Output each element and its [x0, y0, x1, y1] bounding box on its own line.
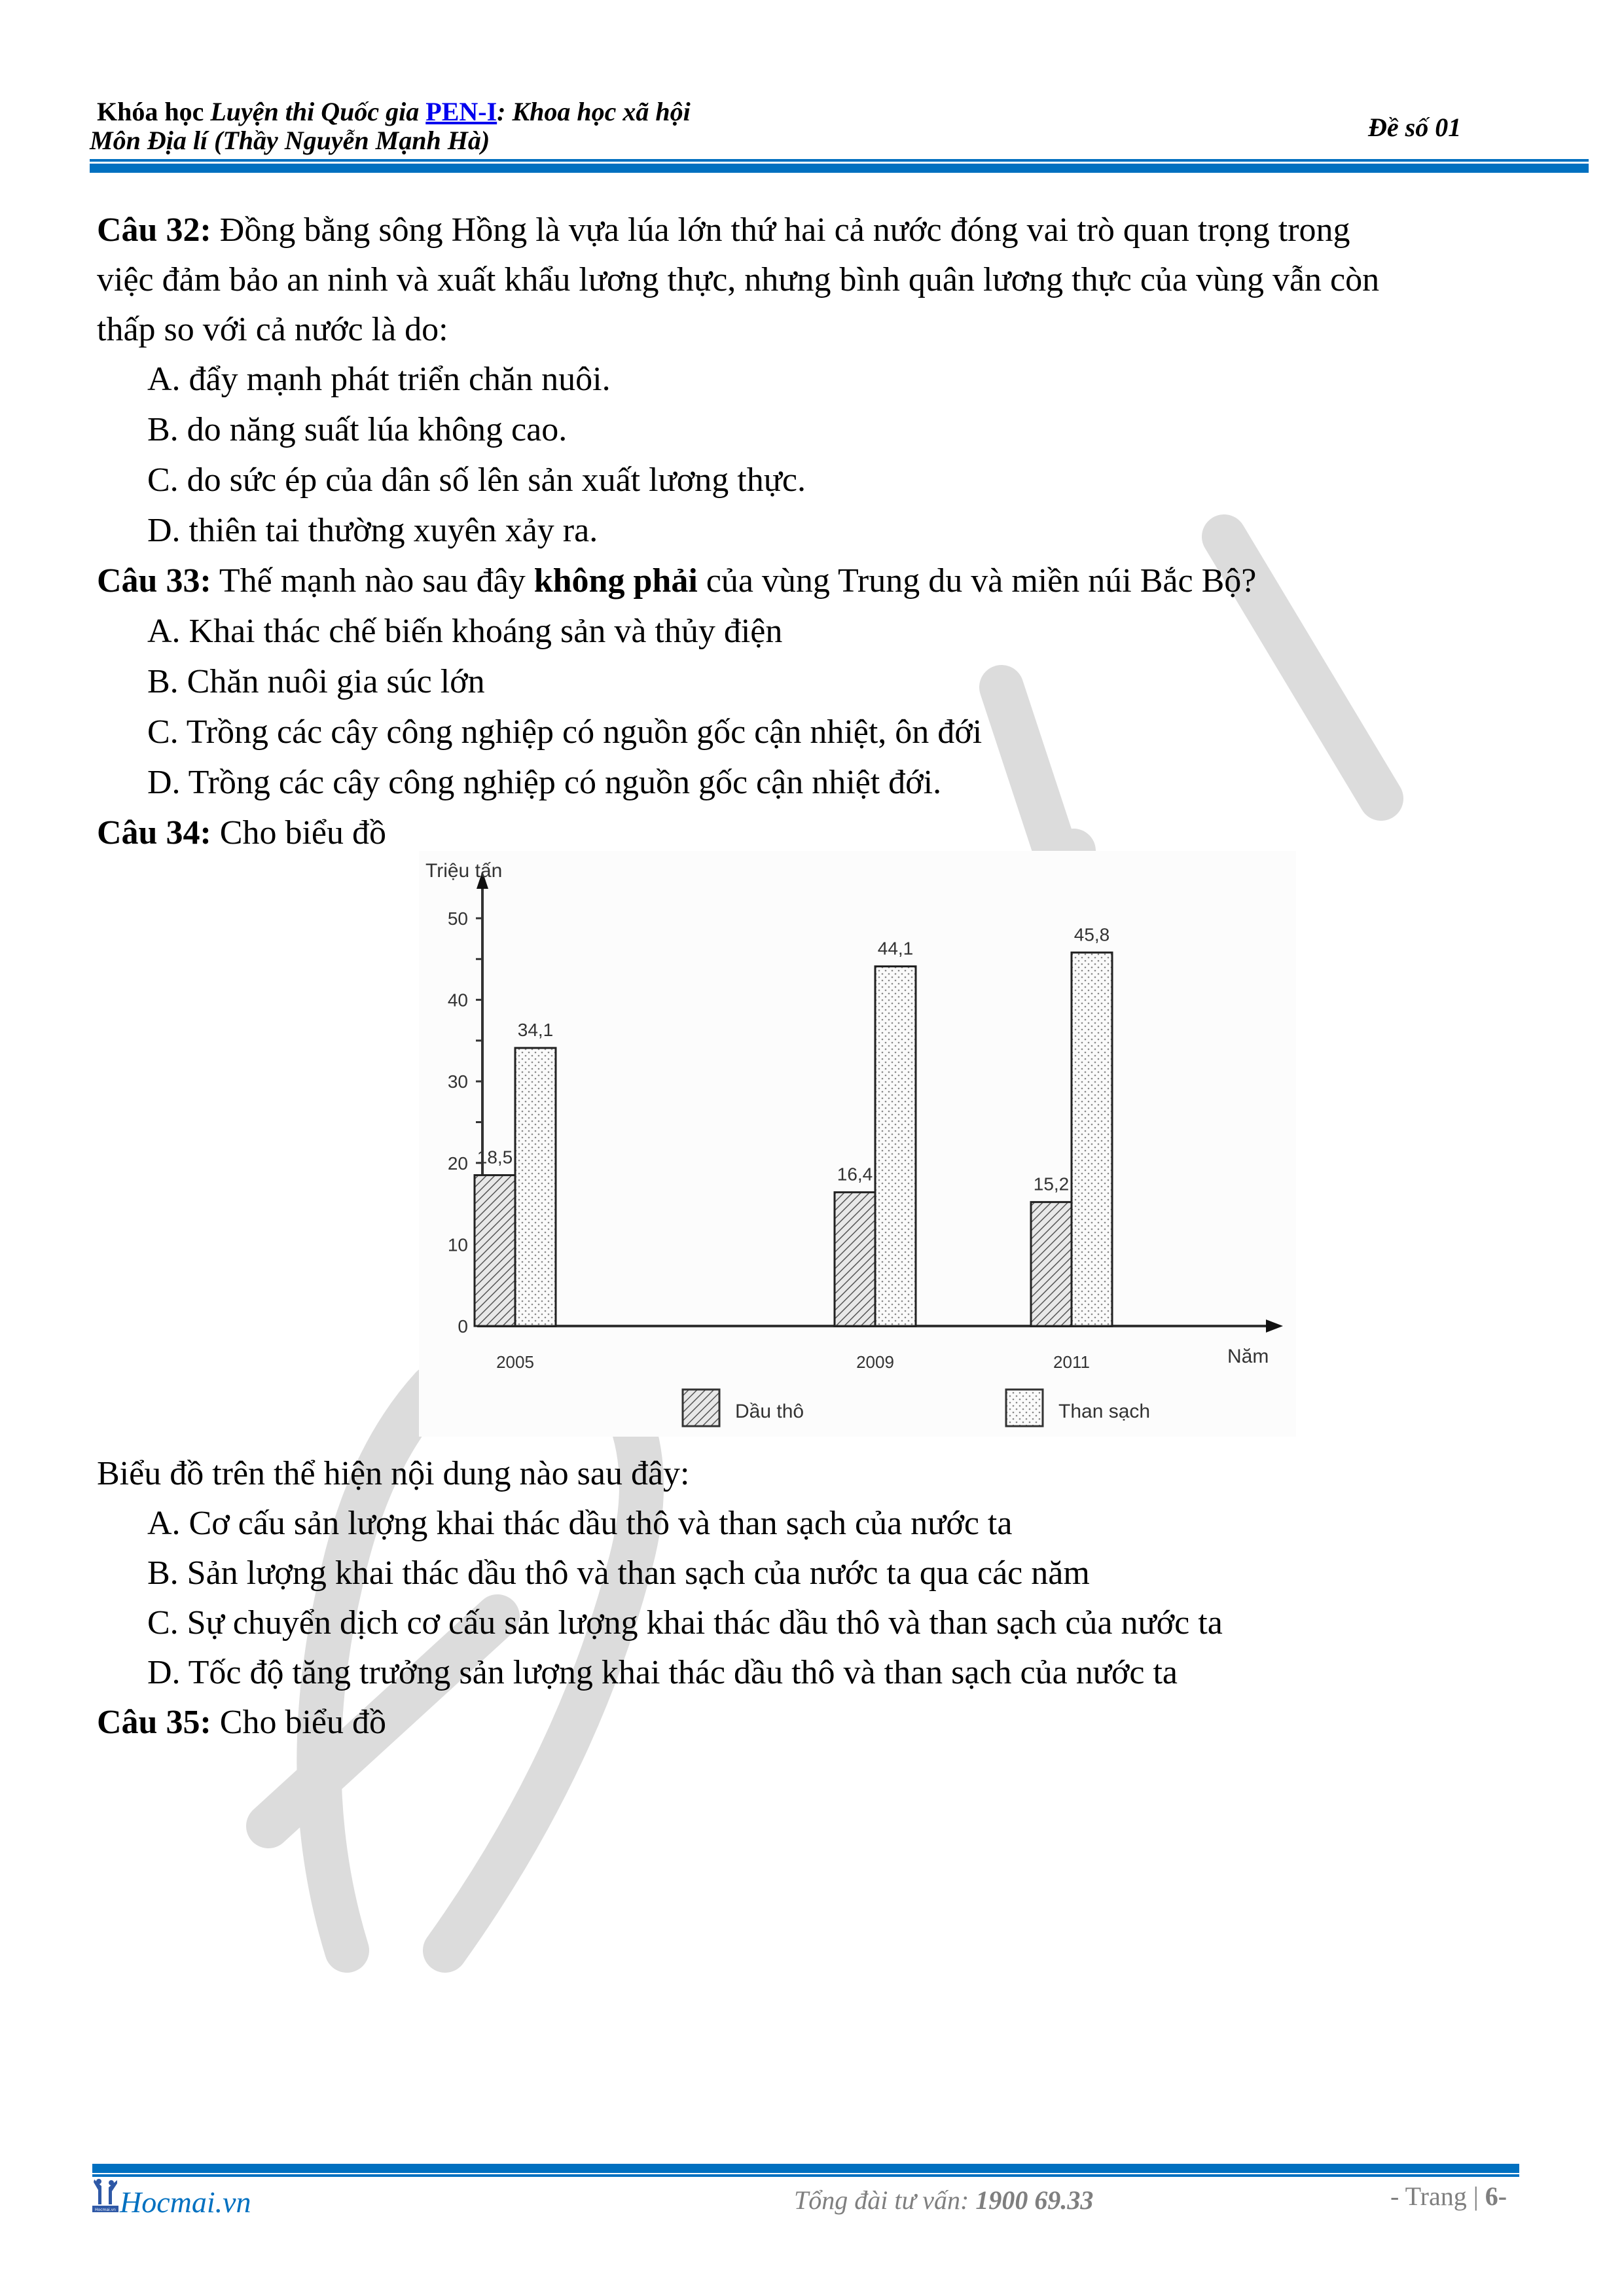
legend-label: Than sạch	[1058, 1401, 1151, 1422]
hocmai-logo-icon[interactable]	[92, 2177, 118, 2213]
question-34-option-b[interactable]: B. Sản lượng khai thác dầu thô và than sạch của nước ta qua các năm	[147, 1554, 1090, 1592]
question-32-line-1	[97, 211, 1350, 250]
footer-divider-thick	[92, 2164, 1519, 2173]
header-divider-thick	[90, 164, 1589, 173]
legend-swatch-dau-tho	[683, 1390, 719, 1426]
question-32-line-2: việc đảm bảo an ninh và xuất khẩu lương thực, nhưng bình quân lương thực của vùng vẫn còn	[97, 261, 1380, 298]
logo-badge-text: Hocmai.vn	[95, 2208, 116, 2212]
exam-number	[1368, 113, 1461, 143]
question-33-option-a[interactable]: A. Khai thác chế biến khoáng sản và thủy điện	[147, 613, 783, 650]
question-32-option-c[interactable]: C. do sức ép của dân số lên sản xuất lương thực.	[147, 461, 806, 499]
question-34-option-c[interactable]: C. Sự chuyển dịch cơ cấu sản lượng khai thác dầu thô và than sạch của nước ta	[147, 1604, 1223, 1641]
course-name: Luyện thi Quốc gia	[210, 97, 426, 126]
question-33-option-c[interactable]: C. Trồng các cây công nghiệp có nguồn gốc cận nhiệt, ôn đới	[147, 713, 983, 751]
course-prefix: Khóa học	[97, 97, 211, 126]
subject-title	[90, 126, 490, 156]
question-34-option-a[interactable]: A. Cơ cấu sản lượng khai thác dầu thô và than sạch của nước ta	[147, 1505, 1013, 1542]
x-axis-arrow-icon	[1266, 1319, 1283, 1333]
question-34-text: Cho biểu đồ	[211, 814, 387, 852]
legend-swatch-than-sach	[1006, 1390, 1043, 1426]
hotline-label: Tổng đài tư vấn:	[794, 2185, 976, 2215]
question-35-line	[97, 1703, 386, 1742]
question-35-label: Câu 35:	[97, 1704, 211, 1741]
bar-than-sach-2005	[515, 1048, 556, 1326]
header-divider-thin	[90, 159, 1589, 162]
bar-value-label: 45,8	[1074, 924, 1110, 945]
y-tick-label: 10	[447, 1234, 468, 1255]
page-number-value: 6-	[1485, 2181, 1507, 2211]
bar-dau-tho-2009	[835, 1193, 875, 1326]
x-axis-label: Năm	[1227, 1346, 1269, 1367]
hotline-number: 1900 69.33	[975, 2185, 1094, 2215]
question-34-option-d[interactable]: D. Tốc độ tăng trưởng sản lượng khai thác dầu thô và than sạch của nước ta	[147, 1654, 1178, 1691]
bar-value-label: 34,1	[517, 1020, 554, 1041]
page-number	[1390, 2181, 1507, 2212]
y-axis-label: Triệu tấn	[425, 860, 503, 882]
y-tick-label: 50	[447, 908, 468, 929]
question-33-text-a: Thế mạnh nào sau đây	[211, 562, 534, 600]
question-35-text: Cho biểu đồ	[211, 1704, 387, 1741]
pen-i-link[interactable]: PEN-I	[425, 97, 497, 126]
question-32-line-3: thấp so với cả nước là do:	[97, 311, 448, 348]
bar-value-label: 44,1	[877, 938, 914, 959]
question-33-label: Câu 33:	[97, 562, 211, 600]
x-tick-label-2005: 2005	[496, 1352, 534, 1372]
x-tick-label-2011: 2011	[1053, 1352, 1090, 1372]
bar-dau-tho-2005	[475, 1175, 515, 1326]
footer-divider-thin	[92, 2174, 1519, 2177]
bar-value-label: 16,4	[837, 1164, 873, 1185]
question-33-option-b[interactable]: B. Chăn nuôi gia súc lớn	[147, 663, 485, 700]
bar-chart	[419, 851, 1296, 1437]
question-33-option-d[interactable]: D. Trồng các cây công nghiệp có nguồn gốc cận nhiệt đới.	[147, 764, 942, 801]
bar-than-sach-2009	[875, 967, 916, 1326]
bar-value-label: 18,5	[477, 1147, 513, 1168]
hocmai-logo-text[interactable]: Hocmai.vn	[120, 2185, 251, 2219]
question-32-text: Đồng bằng sông Hồng là vựa lúa lớn thứ hai cả nước đóng vai trò quan trọng trong	[211, 211, 1350, 249]
question-32-option-d[interactable]: D. thiên tai thường xuyên xảy ra.	[147, 512, 598, 549]
bar-than-sach-2011	[1072, 952, 1112, 1326]
y-tick-label: 30	[447, 1071, 468, 1092]
legend-label: Dầu thô	[735, 1401, 804, 1422]
question-32-option-a[interactable]: A. đẩy mạnh phát triển chăn nuôi.	[147, 361, 611, 398]
hotline	[794, 2185, 1093, 2215]
question-32-option-b[interactable]: B. do năng suất lúa không cao.	[147, 411, 568, 448]
x-tick-label-2009: 2009	[856, 1352, 894, 1372]
question-34-prompt: Biểu đồ trên thể hiện nội dung nào sau đây:	[97, 1455, 690, 1492]
question-32-label: Câu 32:	[97, 211, 211, 249]
exam-number-text: Đề số 01	[1368, 113, 1462, 142]
y-tick-label: 40	[447, 990, 468, 1011]
bar-value-label: 15,2	[1033, 1174, 1070, 1194]
subject-text: Môn Địa lí (Thầy Nguyễn Mạnh Hà)	[90, 126, 490, 155]
question-33-line	[97, 562, 1256, 601]
course-suffix: : Khoa học xã hội	[497, 97, 691, 126]
bar-dau-tho-2011	[1031, 1202, 1072, 1326]
y-tick-label: 0	[458, 1316, 468, 1336]
course-title	[97, 97, 691, 127]
y-tick-label: 20	[447, 1153, 468, 1174]
question-33-text-b: của vùng Trung du và miền núi Bắc Bộ?	[697, 562, 1257, 600]
page-prefix: - Trang |	[1390, 2181, 1485, 2211]
question-34-line	[97, 814, 386, 853]
question-34-label: Câu 34:	[97, 814, 211, 852]
bar-chart-svg	[419, 851, 1296, 1437]
question-33-emphasis: không phải	[533, 562, 698, 600]
